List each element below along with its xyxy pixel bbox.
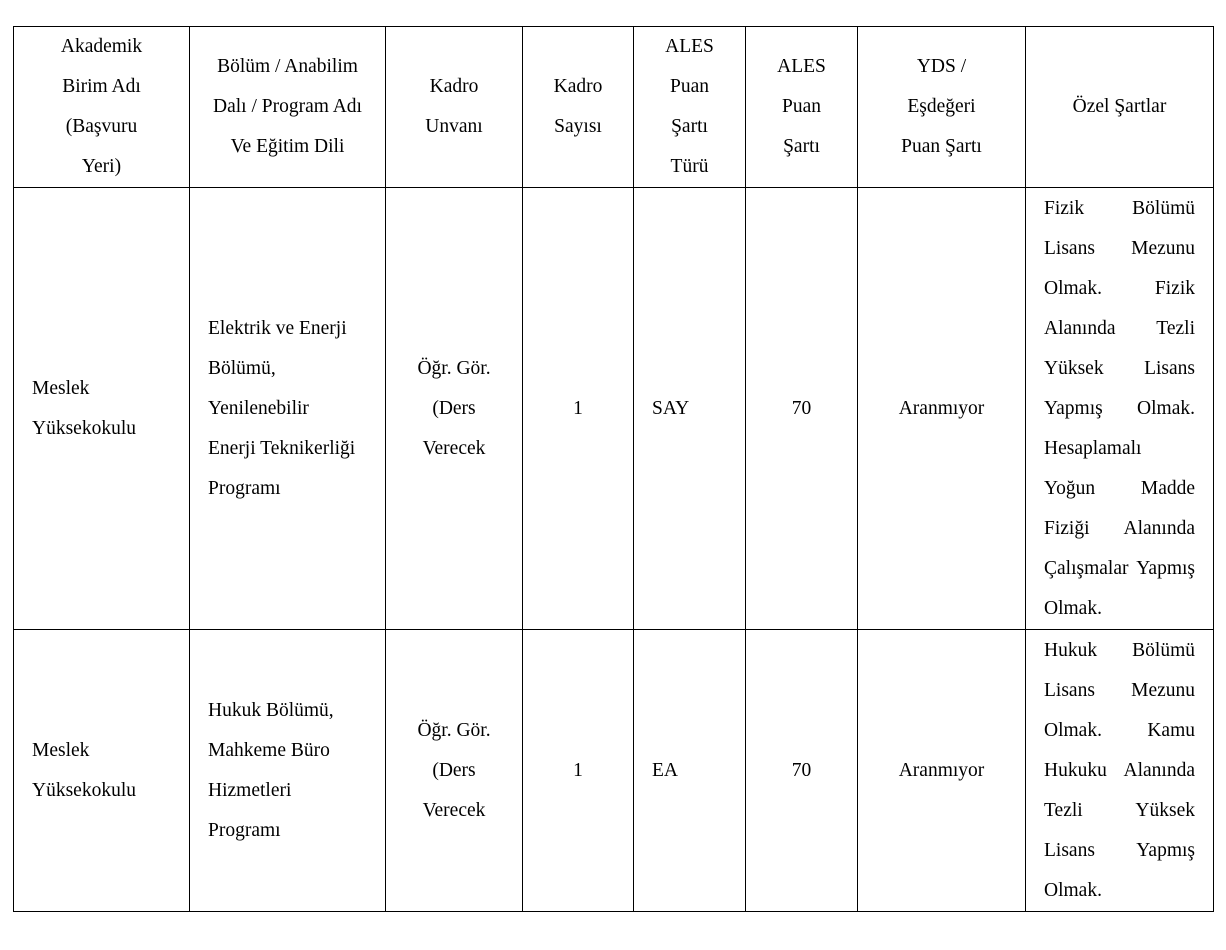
header-title: Kadro Unvanı (386, 27, 523, 188)
header-requirements: Özel Şartlar (1026, 27, 1214, 188)
table-row (14, 630, 1214, 912)
table-row (14, 188, 1214, 630)
header-unit: Akademik Birim Adı (Başvuru Yeri) (14, 27, 190, 188)
header-yds: YDS / Eşdeğeri Puan Şartı (858, 27, 1026, 188)
cell-program: Elektrik ve Enerji Bölümü, Yenilenebilir Enerji Teknikerliği Programı (190, 188, 386, 630)
cell-program: Hukuk Bölümü, Mahkeme Büro Hizmetleri Programı (190, 630, 386, 912)
cell-title: Öğr. Gör. (Ders Verecek (386, 630, 523, 912)
cell-requirements (1026, 630, 1214, 912)
requirements-text: Hukuk Bölümü Lisans Mezunu Olmak. Kamu Hukuku Alanında Tezli Yüksek Lisans Yapmış Olmak. (1044, 639, 1195, 901)
cell-count: 1 (523, 188, 634, 630)
cell-requirements (1026, 188, 1214, 630)
cell-title: Öğr. Gör. (Ders Verecek (386, 188, 523, 630)
header-row (14, 27, 1214, 188)
cell-ales-type: EA (634, 630, 746, 912)
cell-yds: Aranmıyor (858, 188, 1026, 630)
job-posting-table (13, 26, 1214, 912)
header-ales-score: ALES Puan Şartı (746, 27, 858, 188)
cell-unit: Meslek Yüksekokulu (14, 188, 190, 630)
requirements-text: Fizik Bölümü Lisans Mezunu Olmak. Fizik Alanında Tezli Yüksek Lisans Yapmış Olmak. Hesaplamalı Yoğun Madde Fiziği Alanında Çalışmalar Yapmış Olmak. (1044, 197, 1195, 619)
cell-unit: Meslek Yüksekokulu (14, 630, 190, 912)
cell-ales-type: SAY (634, 188, 746, 630)
cell-yds: Aranmıyor (858, 630, 1026, 912)
cell-count: 1 (523, 630, 634, 912)
header-count: Kadro Sayısı (523, 27, 634, 188)
header-ales-type: ALES Puan Şartı Türü (634, 27, 746, 188)
cell-ales-score: 70 (746, 188, 858, 630)
header-program: Bölüm / Anabilim Dalı / Program Adı Ve Eğitim Dili (190, 27, 386, 188)
cell-ales-score: 70 (746, 630, 858, 912)
